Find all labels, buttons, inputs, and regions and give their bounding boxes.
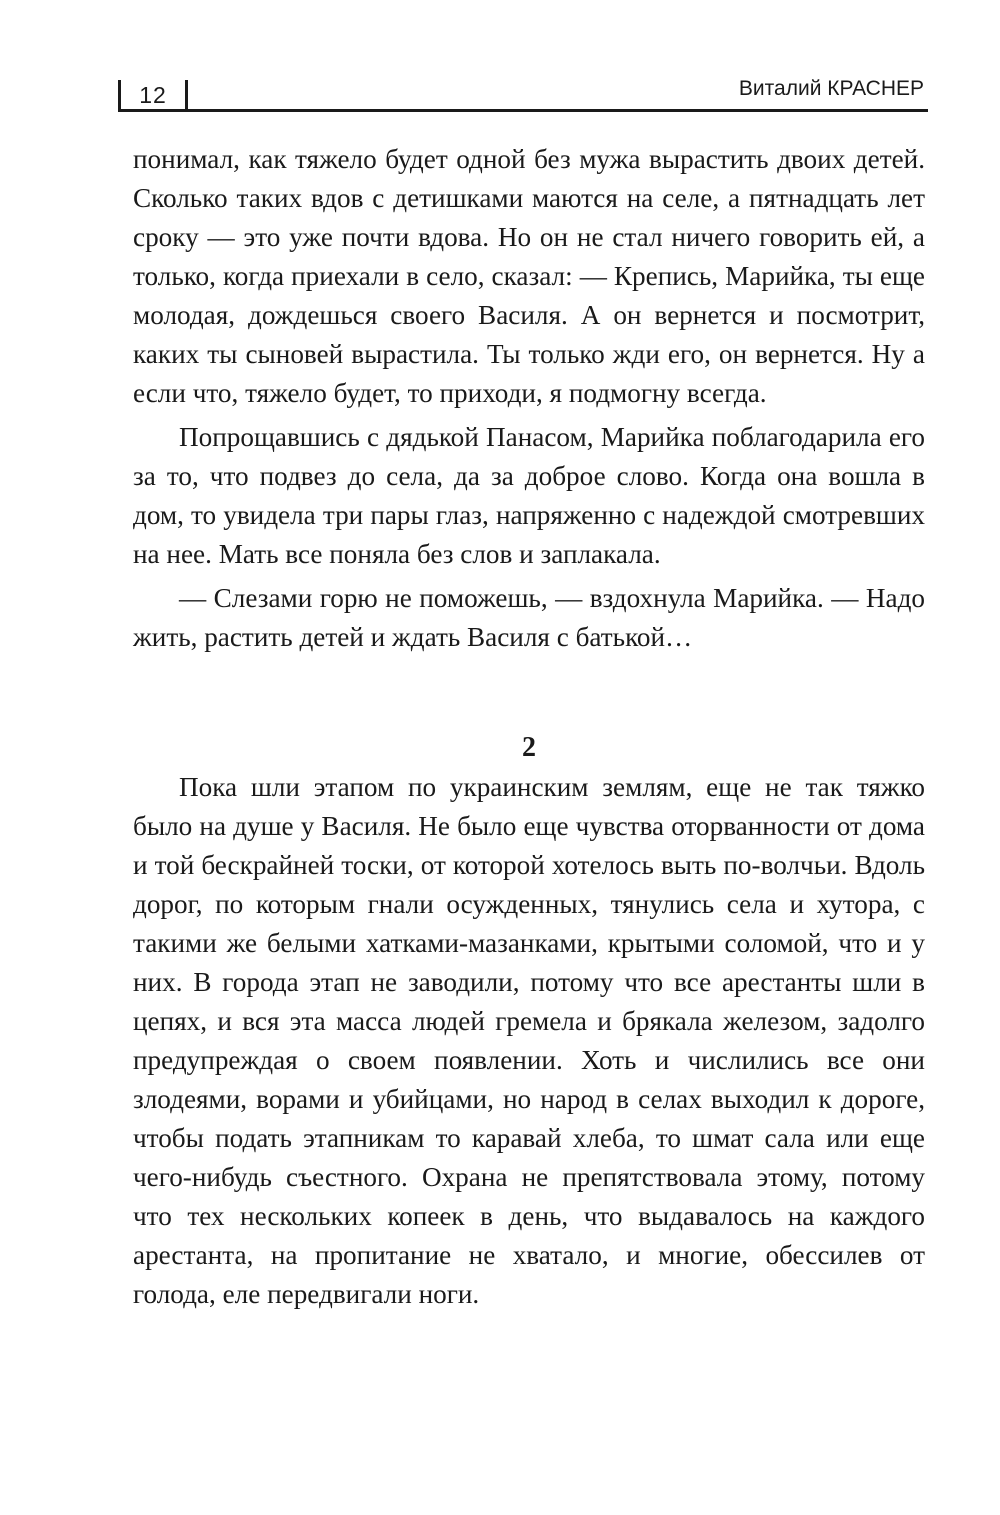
paragraph-dialogue: — Слезами горю не поможешь, — вздохнула Марийка. — Надо жить, растить детей и ждать Василя с батькой… xyxy=(133,583,925,652)
header-author-name: Виталий КРАСНЕР xyxy=(738,77,924,100)
text-section-bottom xyxy=(133,768,925,1314)
header-rule xyxy=(118,109,928,112)
paragraph-continued: понимал, как тяжело будет одной без мужа вырастить двоих детей. Сколько таких вдов с детишками маются на селе, а пятнадцать лет сроку — это уже почти вдова. Но он не стал ничего говорить ей, а только, когда приехали в село, сказал: — Крепись, Марийка, ты еще молодая, дождешься своего Василя. А он вернется и посмотрит, каких ты сыновей вырастила. Ты только жди его, он вернется. Ну а если что, тяжело будет, то приходи, я подмогну всегда. xyxy=(133,144,925,408)
paragraph: Попрощавшись с дядькой Панасом, Марийка поблагодарила его за то, что подвез до села, да за доброе слово. Когда она вошла в дом, то увидела три пары глаз, напряженно с надеждой смотревших на нее. Мать все поняла без слов и заплакала. xyxy=(133,422,925,569)
page-number: 12 xyxy=(118,80,188,110)
text-section-top xyxy=(133,140,925,657)
paragraph: Пока шли этапом по украинским землям, еще не так тяжко было на душе у Василя. Не было еще чувства оторванности от дома и той бескрайней тоски, от которой хотелось выть по-волчьи. Вдоль дорог, по которым гнали осужденных, тянулись села и хутора, с такими же белыми хатками-мазанками, крытыми соломой, что и у них. В города этап не заводили, потому что все арестанты шли в цепях, и вся эта масса людей гремела и брякала железом, задолго предупреждая о своем появлении. Хоть и числились все они злодеями, ворами и убийцами, но народ в селах выходил к дороге, чтобы подать этапникам то каравай хлеба, то шмат сала или еще чего-нибудь съестного. Охрана не препятствовала этому, потому что тех нескольких копеек в день, что выдавалось на каждого арестанта, на пропитание не хватало, и многие, обессилев от голода, еле передвигали ноги. xyxy=(133,772,925,1309)
chapter-number: 2 xyxy=(522,732,536,763)
running-header xyxy=(118,76,928,110)
